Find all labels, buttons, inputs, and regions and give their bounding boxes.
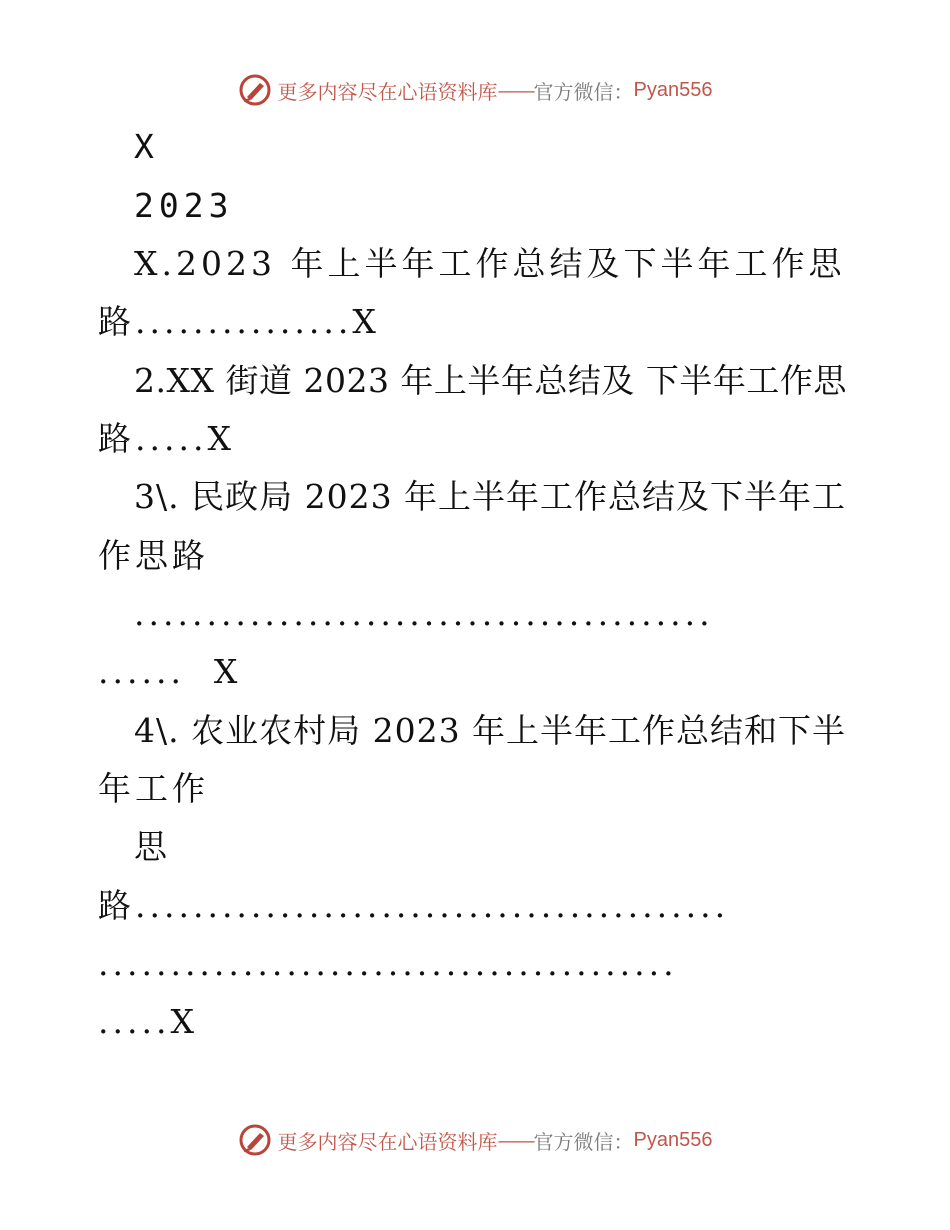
toc-line-2: 2023 — [134, 186, 234, 225]
toc-line-3: X.2023 年上半年工作总结及下半年工作思 — [134, 244, 846, 283]
watermark-wechat-label: 官方微信： — [533, 1129, 634, 1154]
watermark-text: 更多内容尽在心语资料库 — [277, 79, 498, 104]
watermark-footer — [0, 1123, 950, 1157]
toc-line-14: 路......................................... — [98, 886, 730, 925]
toc-line-13: 思 — [134, 827, 171, 866]
toc-line-1: X — [134, 127, 159, 166]
toc-line-9: ........................................ — [134, 594, 714, 633]
toc-line-5: 2.XX 街道 2023 年上半年总结及 下半年工作思 — [134, 361, 847, 400]
watermark-wechat-label: 官方微信： — [533, 79, 634, 104]
toc-line-12: 年工作 — [98, 769, 209, 808]
toc-line-10: ...... X — [98, 652, 242, 691]
watermark-wechat-id: Pyan556 — [633, 1128, 713, 1151]
toc-line-6: 路.....X — [98, 419, 235, 458]
toc-line-16: .....X — [98, 1002, 198, 1041]
toc-line-15: ........................................ — [98, 944, 678, 983]
toc-line-11: 4\. 农业农村局 2023 年上半年工作总结和下半 — [134, 711, 847, 750]
toc-line-8: 作思路 — [98, 536, 209, 575]
watermark-header — [0, 73, 950, 107]
toc-line-4: 路...............X — [98, 302, 380, 341]
watermark-text: 更多内容尽在心语资料库 — [277, 1129, 498, 1154]
pen-logo-icon — [238, 1123, 272, 1157]
toc-line-7: 3\. 民政局 2023 年上半年工作总结及下半年工 — [134, 477, 847, 516]
watermark-wechat-id: Pyan556 — [633, 78, 713, 101]
watermark-dash: —— — [497, 78, 534, 102]
pen-logo-icon — [238, 73, 272, 107]
watermark-dash: —— — [497, 1128, 534, 1152]
